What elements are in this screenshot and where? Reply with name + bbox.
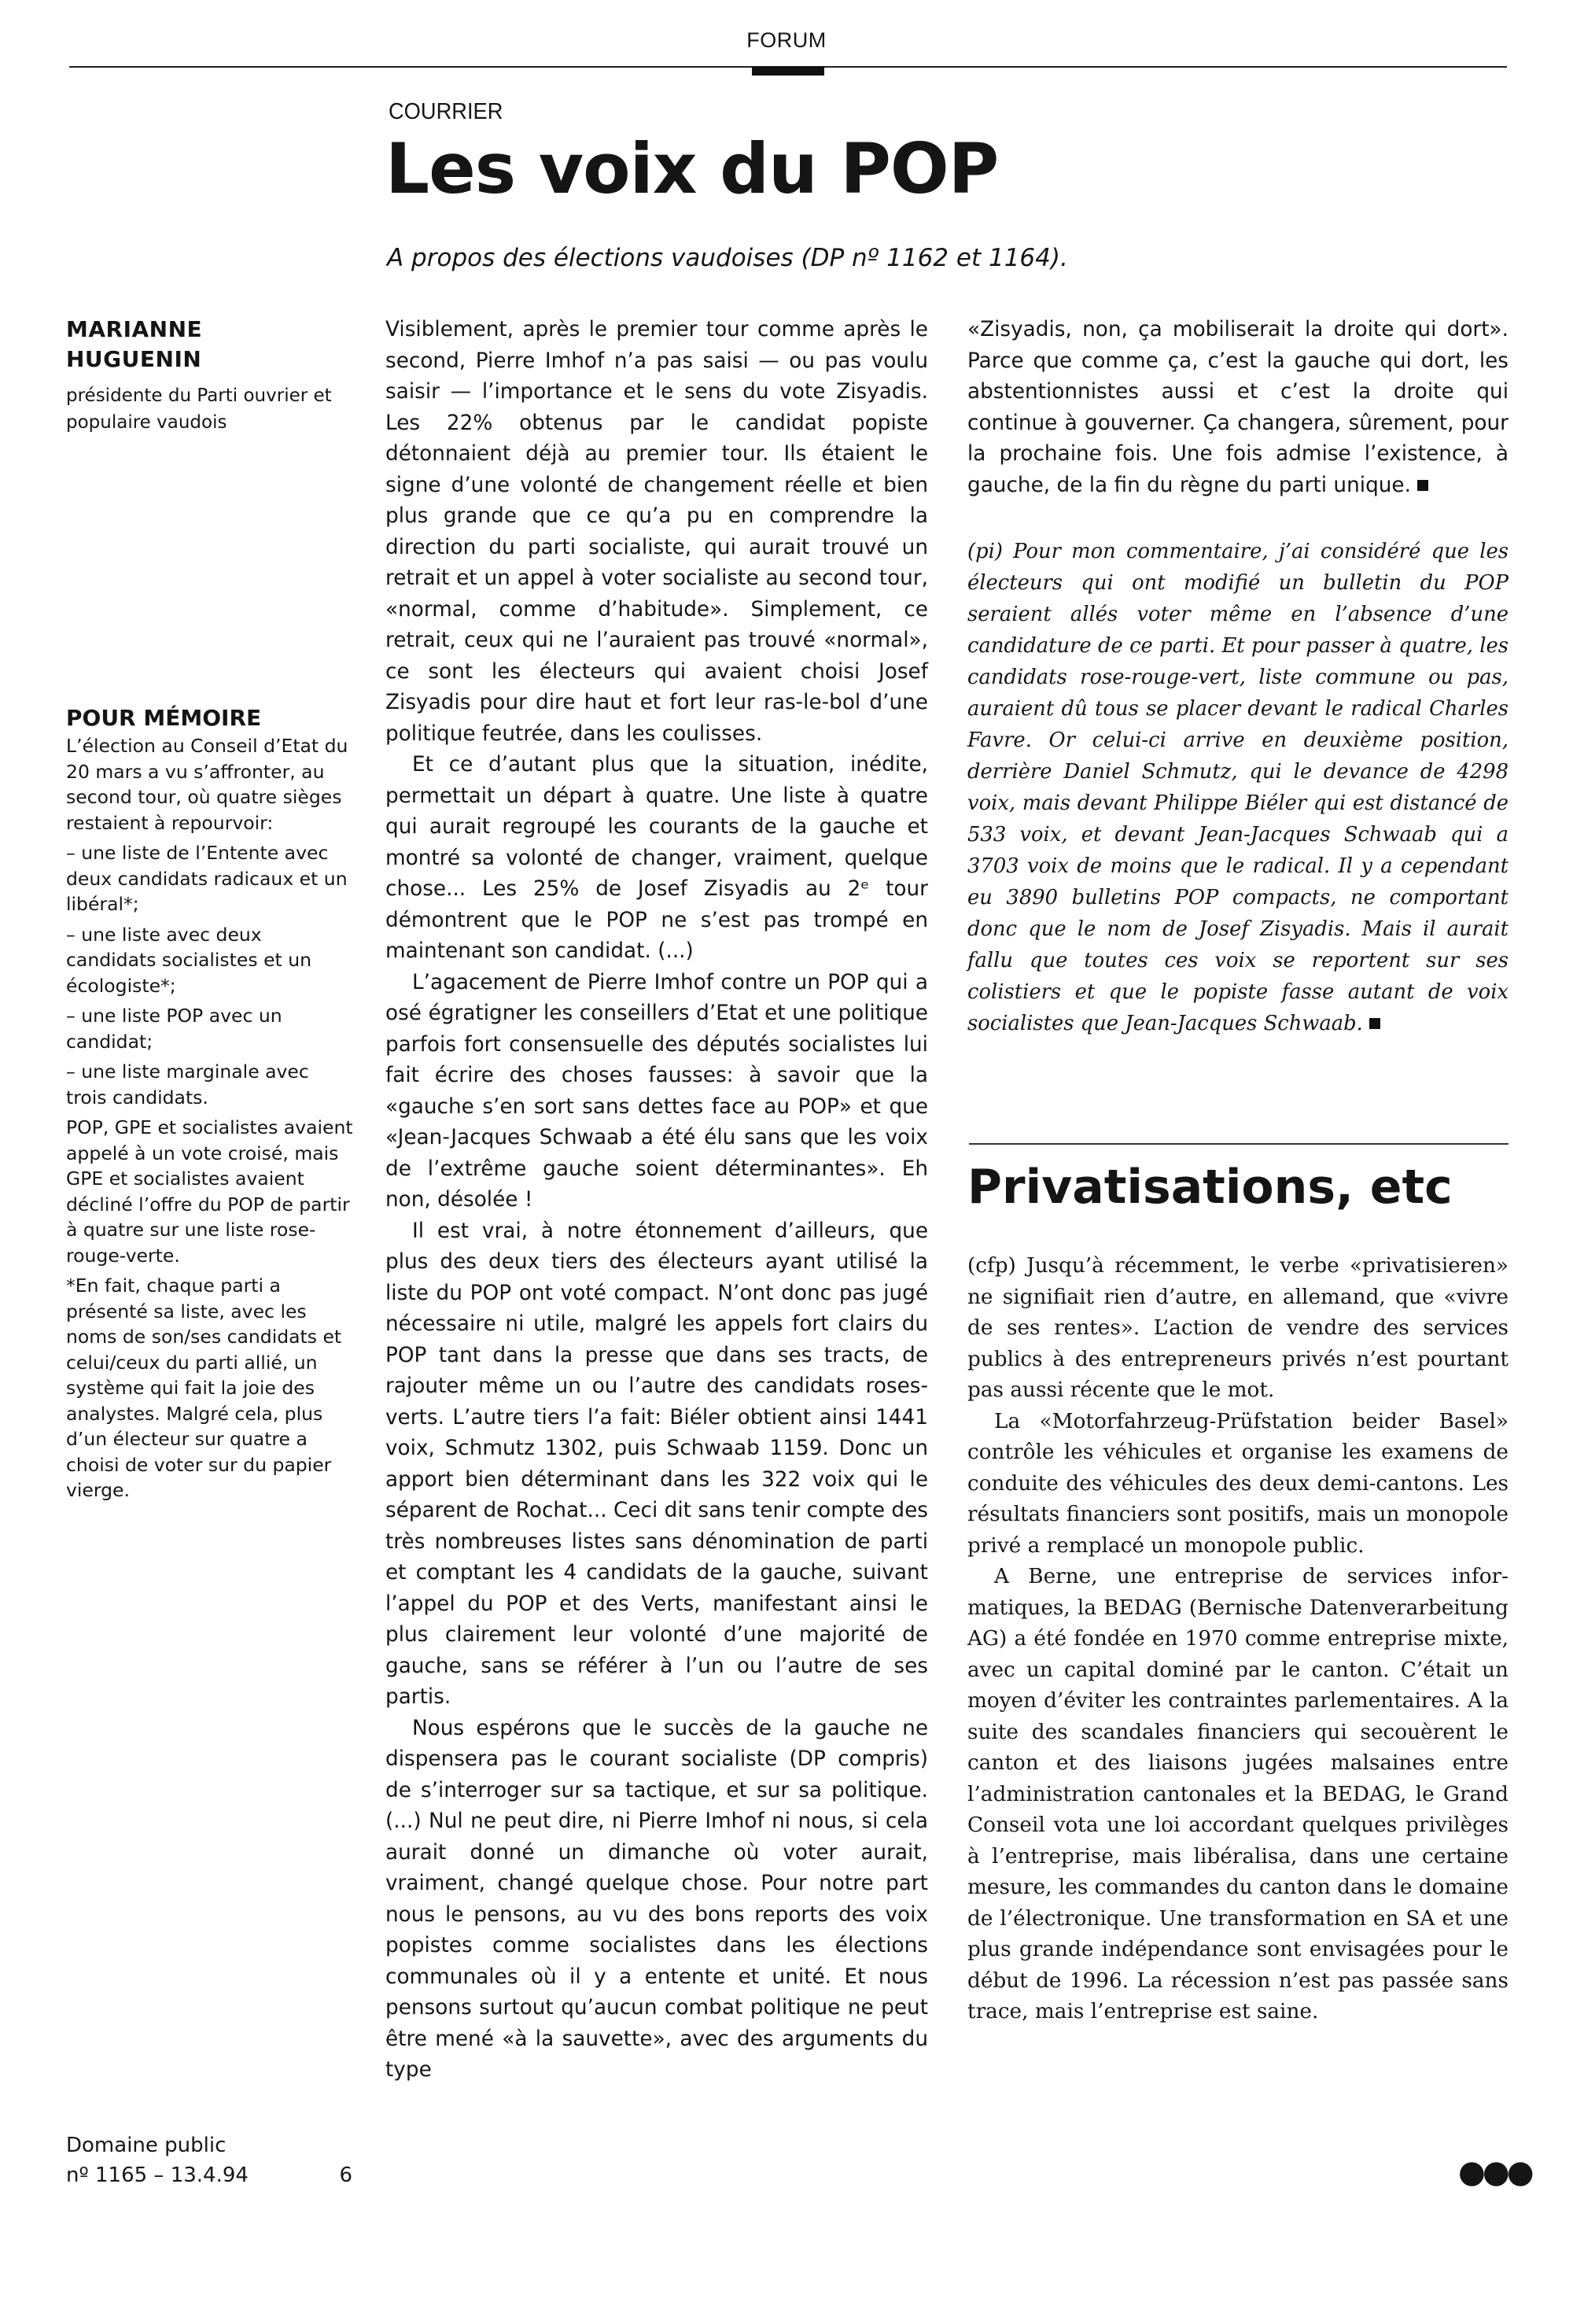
- memo-paragraph: L’élection au Conseil d’Etat du 20 mars a vu s’affronter, au second tour, où quatre sièges restaient à repourvoir:: [66, 735, 348, 834]
- sidebar: [66, 315, 354, 1508]
- section-divider-rule: [969, 1143, 1509, 1145]
- section-label: FORUM: [746, 28, 827, 52]
- article-paragraph: Il est vrai, à notre étonnement d’ailleurs, que plus des deux tiers des électeurs ayant utilisé la liste du POP ont voté compact. N’ont donc pas jugé nécessaire ni utile, malgré les appels fort clairs du POP tant dans la presse que dans ses tracts, de rajouter même un ou l’autre des candidats roses-verts. L’autre tiers l’a fait: Biéler obtient ainsi 1441 voix, Schmutz 1302, puis Schwaab 1159. Donc un apport bien déterminant dans les 322 voix qui le séparent de Rochat... Ceci dit sans tenir compte des très nombreuses listes sans dénomination de parti et comptant les 4 candidats de la gauche, suivant l’appel du POP et des Verts, manifestant ainsi le plus clairement leur volonté d’une majorité de gauche, sans se référer à l’un ou l’autre de ses partis.: [385, 1219, 928, 1709]
- editor-comment: [967, 536, 1509, 1039]
- article-paragraph: (cfp) Jusqu’à récemment, le verbe «privatisieren» ne signifiait rien d’autre, en allemand, que «vivre de ses rentes». L’action de vendre des services publics à des entrepreneurs privés n’est pourtant pas aussi récente que le mot.: [967, 1254, 1509, 1402]
- header-tab-marker: [752, 66, 824, 76]
- article-paragraph: L’agacement de Pierre Imhof contre un POP qui a osé égratigner les conseillers d’Etat et une politique parfois fort consensuelle des députés socialistes lui fait écrire des choses fausses: à savoir que la «gauche s’en sort sans dettes face au POP» et que «Jean-Jacques Schwaab a été élu sans que les voix de l’extrême gauche soient déterminantes». Eh non, désolée !: [385, 970, 928, 1212]
- article-paragraph: Et ce d’autant plus que la situation, inédite, permettait un départ à quatre. Une liste à quatre qui aurait regroupé les courants de la gauche et montré sa volonté de changer, vraiment, quelque chose... Les 25% de Josef Zisyadis au 2ᵉ tour démontrent que le POP ne s’est pas trompé en maintenant son candidat. (...): [385, 753, 928, 963]
- article-paragraph: La «Motorfahrzeug-Prüfstation beider Basel» contrôle les véhicules et organise les examens de conduite des véhicules des deux demi-cantons. Les résultats financiers sont positifs, mais un monopole privé a remplacé un monopole public.: [967, 1409, 1509, 1558]
- article-kicker: COURRIER: [389, 99, 503, 124]
- issue-info: nº 1165 – 13.4.94: [66, 2164, 249, 2187]
- memo-list-item: – une liste marginale avec trois candidats.: [66, 1061, 309, 1109]
- memo-list-item: – une liste POP avec un candidat;: [66, 1005, 282, 1053]
- article-paragraph-text: «Zisyadis, non, ça mobiliserait la droite qui dort». Parce que comme ça, c’est la gauche qui dort, les abstentionnistes aussi et c’est la droite qui continue à gouverner. Ça changera, sûrement, pour la prochaine fois. Une fois admise l’existence, à gauche, de la fin du règne du parti unique.: [967, 318, 1509, 497]
- article-subtitle: A propos des élections vaudoises (DP nº 1162 et 1164).: [387, 244, 1068, 272]
- publication-name: Domaine public: [66, 2134, 227, 2157]
- end-of-comment-mark: [1369, 1018, 1380, 1029]
- article-paragraph: [967, 315, 1509, 501]
- author-name-line2: HUGUENIN: [66, 346, 202, 372]
- author-name-line1: MARIANNE: [66, 316, 203, 342]
- memo-list-item: – une liste avec deux candidats socialistes et un écologiste*;: [66, 923, 311, 997]
- memo-paragraph: POP, GPE et socialistes avaient appelé à un vote croisé, mais GPE et socialistes avaient décliné l’offre du POP de partir à quatre sur une liste rose-rouge-verte.: [66, 1116, 353, 1267]
- article-paragraph: A Berne, une entreprise de services informatiques, la BEDAG (Bernische Datenverarbeitung AG) a été fondée en 1970 comme entreprise mixte, avec un capital dominé par le canton. C’était un moyen d’éviter les contraintes parlementaires. A la suite des scandales financiers qui secouèrent le canton et des liaisons jugées malsaines entre l’administration cantonales et la BEDAG, le Grand Conseil vota une loi accordant quelques privilèges à l’entreprise, mais libéralisa, dans une certaine mesure, les commandes du canton dans le domaine de l’électronique. Une transformation en SA et une plus grande indépendance sont envisagées pour le début de 1996. La récession n’est pas passée sans trace, mais l’entreprise est saine.: [967, 1565, 1509, 2023]
- page-number: 6: [339, 2164, 352, 2187]
- article-column-2: [967, 315, 1509, 1039]
- second-article-title: Privatisations, etc: [967, 1160, 1453, 1215]
- author-role: présidente du Parti ouvrier et populaire vaudois: [66, 385, 332, 433]
- article-title: Les voix du POP: [385, 128, 999, 209]
- memo-title: POUR MÉMOIRE: [66, 705, 262, 731]
- editor-comment-text: (pi) Pour mon commentaire, j’ai considéré que les électeurs qui ont modifié un bulletin du POP seraient allés voter même en l’absence d’une candidature de ce parti. Et pour passer à quatre, les candidats rose-rouge-vert, liste commune ou pas, auraient dû tous se placer devant le radical Charles Favre. Or celui-ci arrive en deuxième position, derrière Daniel Schmutz, qui le devance de 4298 voix, mais devant Philippe Biéler qui est distancé de 533 voix, et devant Jean-Jacques Schwaab qui a 3703 voix de moins que le radical. Il y a cependant eu 3890 bulletins POP compacts, ne comportant donc que le nom de Josef Zisyadis. Mais il aurait fallu que toutes ces voix se reportent sur ses colistiers et que le popiste fasse autant de voix socialistes que Jean-Jacques Schwaab.: [967, 540, 1509, 1035]
- second-article-body: [967, 1251, 1509, 2028]
- memo-box: [66, 703, 354, 1503]
- continue-marker: ●●●: [1458, 2154, 1531, 2190]
- article-column-1: [385, 315, 928, 2086]
- article-paragraph: Nous espérons que le succès de la gauche ne dispensera pas le courant socialiste (DP compris) de s’interroger sur sa tactique, et sur sa politique. (...) Nul ne peut dire, ni Pierre Imhof ni nous, si cela aurait donné un dimanche où voter aurait, vraiment, changé quelque chose. Pour notre part nous le pensons, au vu des bons reports des voix popistes comme socialistes dans les élections communales où il y a entente et unité. Et nous pensons surtout qu’aucun combat politique ne peut être mené «à la sauvette», avec des arguments du type: [385, 1716, 928, 2082]
- footer-publication: [66, 2130, 365, 2190]
- article-paragraph: Visiblement, après le premier tour comme après le second, Pierre Imhof n’a pas saisi — ou pas voulu saisir — l’importance et le sens du vote Zisyadis. Les 22% obtenus par le candidat popiste détonnaient déjà au premier tour. Ils étaient le signe d’une volonté de changement réelle et bien plus grande que ce qu’a pu en comprendre la direction du parti socialiste, qui aurait trouvé un retrait et un appel à voter socialiste au second tour, «normal, comme d’habitude». Simplement, ce retrait, ceux qui ne l’auraient pas trouvé «normal», ce sont les électeurs qui avaient choisi Josef Zisyadis pour dire haut et fort leur ras-le-bol d’une politique feutrée, dans les coulisses.: [385, 318, 928, 746]
- memo-list-item: – une liste de l’Entente avec deux candidats radicaux et un libéral*;: [66, 842, 348, 915]
- end-of-article-mark: [1417, 480, 1428, 491]
- memo-footnote: *En fait, chaque parti a présenté sa liste, avec les noms de son/ses candidats et celui/ceux du parti allié, un système qui fait la joie des analystes. Malgré cela, plus d’un électeur sur quatre a choisi de voter sur du papier vierge.: [66, 1275, 342, 1501]
